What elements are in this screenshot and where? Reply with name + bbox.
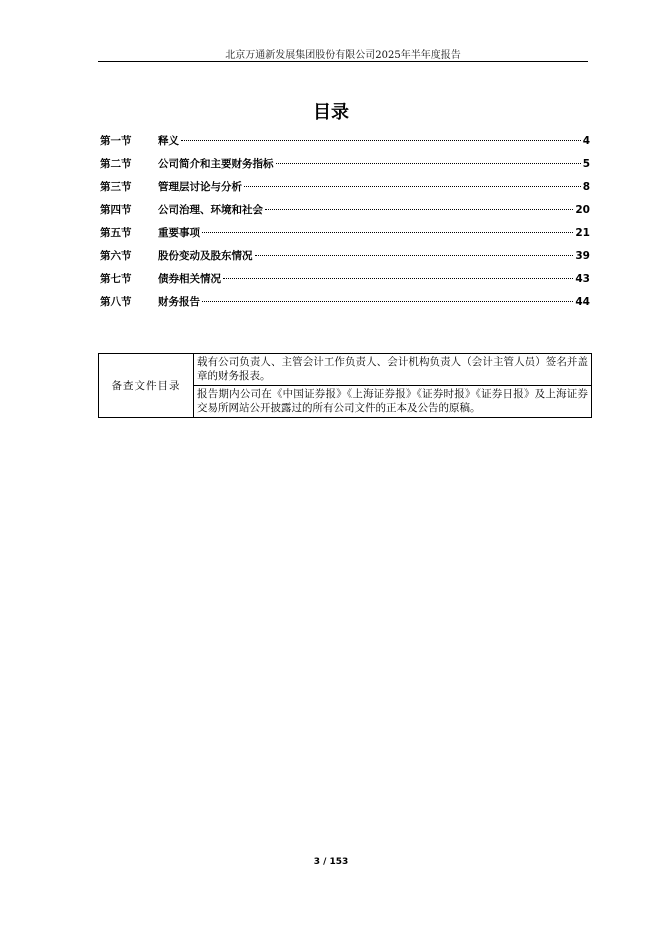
toc-section-title: 财务报告 xyxy=(158,296,200,308)
toc-section-title: 公司简介和主要财务指标 xyxy=(158,158,274,170)
toc-section-title: 股份变动及股东情况 xyxy=(158,250,253,262)
toc-entry[interactable] xyxy=(100,248,590,271)
toc-section-number: 第二节 xyxy=(100,158,132,170)
toc-section-number: 第八节 xyxy=(100,296,132,308)
toc-page-number: 20 xyxy=(575,204,590,216)
toc-page-number: 43 xyxy=(575,273,590,285)
toc-entry[interactable] xyxy=(100,179,590,202)
reference-file-item: 载有公司负责人、主管会计工作负责人、会计机构负责人（会计主管人员）签名并盖章的财务报表。 xyxy=(194,354,592,386)
toc-section-number: 第六节 xyxy=(100,250,132,262)
toc-section-title: 管理层讨论与分析 xyxy=(158,181,242,193)
toc-page-number: 39 xyxy=(575,250,590,262)
reference-files-table xyxy=(98,353,592,418)
toc-leader-dots xyxy=(202,301,573,302)
toc-entry[interactable] xyxy=(100,294,590,317)
toc-page-number: 21 xyxy=(575,227,590,239)
toc-section-title: 债券相关情况 xyxy=(158,273,221,285)
toc-leader-dots xyxy=(265,209,573,210)
toc-section-number: 第五节 xyxy=(100,227,132,239)
page-title: 目录 xyxy=(313,102,349,123)
toc-section-title: 释义 xyxy=(158,135,179,147)
toc-leader-dots xyxy=(255,255,574,256)
toc-entry[interactable] xyxy=(100,133,590,156)
toc-leader-dots xyxy=(181,140,581,141)
toc-section-number: 第七节 xyxy=(100,273,132,285)
toc-page-number: 44 xyxy=(575,296,590,308)
toc-leader-dots xyxy=(202,232,573,233)
toc-page-number: 4 xyxy=(582,135,590,147)
running-header: 北京万通新发展集团股份有限公司2025年半年度报告 xyxy=(225,50,461,61)
toc-entry[interactable] xyxy=(100,202,590,225)
toc-section-number: 第一节 xyxy=(100,135,132,147)
toc-section-number: 第四节 xyxy=(100,204,132,216)
toc-section-title: 公司治理、环境和社会 xyxy=(158,204,263,216)
toc-entry[interactable] xyxy=(100,156,590,179)
page-indicator: 3 / 153 xyxy=(313,857,349,867)
reference-file-item: 报告期内公司在《中国证券报》《上海证券报》《证券时报》《证券日报》及上海证券交易所网站公开披露过的所有公司文件的正本及公告的原稿。 xyxy=(194,386,592,418)
toc-section-number: 第三节 xyxy=(100,181,132,193)
table-of-contents xyxy=(100,133,590,317)
toc-entry[interactable] xyxy=(100,271,590,294)
toc-page-number: 5 xyxy=(582,158,590,170)
toc-leader-dots xyxy=(244,186,581,187)
toc-leader-dots xyxy=(276,163,581,164)
table-row xyxy=(99,354,592,386)
reference-files-label: 备查文件目录 xyxy=(99,354,194,418)
header-divider xyxy=(98,61,588,62)
toc-page-number: 8 xyxy=(582,181,590,193)
toc-entry[interactable] xyxy=(100,225,590,248)
toc-leader-dots xyxy=(223,278,573,279)
toc-section-title: 重要事项 xyxy=(158,227,200,239)
